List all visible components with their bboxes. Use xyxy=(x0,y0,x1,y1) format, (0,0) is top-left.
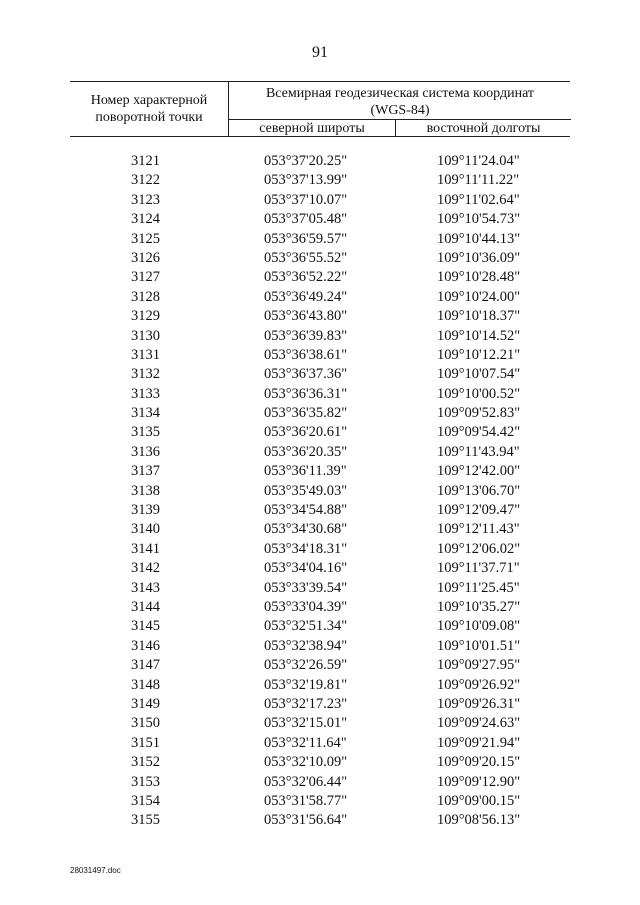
table-row xyxy=(0,482,640,501)
longitude-cell: 109°11'37.71" xyxy=(437,560,520,577)
point-number-cell: 3121 xyxy=(131,153,160,169)
latitude-cell: 053°37'20.25" xyxy=(264,153,348,169)
latitude-cell: 053°32'26.59" xyxy=(264,657,348,674)
table-row xyxy=(0,423,640,442)
latitude-cell: 053°31'56.64" xyxy=(264,812,348,829)
page-number: 91 xyxy=(312,44,328,61)
point-number-cell: 3139 xyxy=(131,502,160,519)
coordinate-system-title xyxy=(229,85,571,119)
point-number-cell: 3153 xyxy=(131,773,160,790)
longitude-cell: 109°12'06.02" xyxy=(437,540,521,557)
longitude-cell: 109°10'09.08" xyxy=(437,618,521,635)
longitude-cell: 109°10'00.52" xyxy=(437,385,521,402)
table-row xyxy=(0,152,640,171)
table-row xyxy=(0,443,640,462)
table-row xyxy=(0,462,640,481)
point-number-cell: 3131 xyxy=(131,346,160,363)
longitude-cell: 109°11'11.22" xyxy=(437,172,520,189)
latitude-cell: 053°35'49.03" xyxy=(264,482,348,499)
latitude-cell: 053°36'36.31" xyxy=(264,385,348,402)
table-row xyxy=(0,404,640,423)
table-row xyxy=(0,559,640,578)
table-row xyxy=(0,385,640,404)
point-number-cell: 3142 xyxy=(131,560,160,577)
point-number-cell: 3130 xyxy=(131,327,160,344)
table-row xyxy=(0,249,640,268)
point-number-cell: 3149 xyxy=(131,695,160,712)
point-number-header-line: поворотной точки xyxy=(95,110,203,125)
latitude-cell: 053°32'15.01" xyxy=(264,715,348,732)
point-number-cell: 3152 xyxy=(131,754,160,771)
longitude-cell: 109°10'54.73" xyxy=(437,211,521,228)
latitude-cell: 053°36'52.22" xyxy=(264,269,348,286)
point-number-cell: 3124 xyxy=(131,211,160,228)
latitude-cell: 053°36'55.52" xyxy=(264,249,348,266)
latitude-cell: 053°36'43.80" xyxy=(264,308,348,325)
table-row xyxy=(0,210,640,229)
latitude-cell: 053°36'49.24" xyxy=(264,288,348,305)
point-number-cell: 3150 xyxy=(131,715,160,732)
point-number-cell: 3144 xyxy=(131,598,160,615)
point-number-cell: 3133 xyxy=(131,385,160,402)
coordinates-table-body xyxy=(0,152,640,831)
latitude-cell: 053°32'38.94" xyxy=(264,637,348,654)
point-number-cell: 3151 xyxy=(131,734,160,751)
longitude-cell: 109°11'02.64" xyxy=(437,191,520,208)
latitude-cell: 053°37'05.48" xyxy=(264,211,348,228)
coordinate-system-title-line: Всемирная геодезическая система координат xyxy=(265,86,535,101)
point-number-header xyxy=(70,82,228,136)
longitude-cell: 109°11'24.04" xyxy=(437,153,520,169)
longitude-cell: 109°10'28.48" xyxy=(437,269,521,286)
table-row xyxy=(0,346,640,365)
point-number-cell: 3134 xyxy=(131,405,160,422)
table-row xyxy=(0,191,640,210)
latitude-cell: 053°32'11.64" xyxy=(264,734,347,751)
table-row xyxy=(0,365,640,384)
longitude-cell: 109°09'54.42" xyxy=(437,424,521,441)
table-row xyxy=(0,676,640,695)
point-number-cell: 3136 xyxy=(131,443,160,460)
table-row xyxy=(0,598,640,617)
table-row xyxy=(0,792,640,811)
longitude-cell: 109°09'21.94" xyxy=(437,734,521,751)
point-number-cell: 3138 xyxy=(131,482,160,499)
longitude-cell: 109°10'44.13" xyxy=(437,230,521,247)
point-number-cell: 3127 xyxy=(131,269,160,286)
longitude-cell: 109°10'24.00" xyxy=(437,288,521,305)
table-row xyxy=(0,714,640,733)
longitude-cell: 109°10'07.54" xyxy=(437,366,521,383)
longitude-cell: 109°10'01.51" xyxy=(437,637,521,654)
point-number-cell: 3147 xyxy=(131,657,160,674)
table-row xyxy=(0,288,640,307)
longitude-cell: 109°09'24.63" xyxy=(437,715,521,732)
table-row xyxy=(0,637,640,656)
point-number-cell: 3145 xyxy=(131,618,160,635)
longitude-cell: 109°10'12.21" xyxy=(437,346,521,363)
longitude-cell: 109°09'26.92" xyxy=(437,676,521,693)
coordinate-system-title-line: (WGS-84) xyxy=(370,103,430,118)
longitude-cell: 109°12'09.47" xyxy=(437,502,521,519)
table-row xyxy=(0,579,640,598)
table-row xyxy=(0,230,640,249)
point-number-cell: 3140 xyxy=(131,521,160,538)
table-row xyxy=(0,327,640,346)
table-row xyxy=(0,171,640,190)
latitude-cell: 053°33'04.39" xyxy=(264,598,348,615)
point-number-cell: 3123 xyxy=(131,191,160,208)
longitude-cell: 109°10'18.37" xyxy=(437,308,521,325)
longitude-cell: 109°09'26.31" xyxy=(437,695,521,712)
longitude-cell: 109°11'25.45" xyxy=(437,579,520,596)
latitude-cell: 053°34'04.16" xyxy=(264,560,348,577)
point-number-cell: 3154 xyxy=(131,792,160,809)
latitude-cell: 053°36'20.61" xyxy=(264,424,348,441)
point-number-cell: 3132 xyxy=(131,366,160,383)
point-number-cell: 3137 xyxy=(131,463,160,480)
longitude-cell: 109°12'42.00" xyxy=(437,463,521,480)
document-filename: 28031497.doc xyxy=(70,866,121,875)
latitude-cell: 053°32'17.23" xyxy=(264,695,348,712)
table-header xyxy=(70,81,570,137)
latitude-cell: 053°36'38.61" xyxy=(264,346,348,363)
table-row xyxy=(0,695,640,714)
latitude-cell: 053°34'30.68" xyxy=(264,521,348,538)
longitude-cell: 109°10'36.09" xyxy=(437,249,521,266)
point-number-cell: 3146 xyxy=(131,637,160,654)
latitude-cell: 053°37'10.07" xyxy=(264,191,348,208)
latitude-cell: 053°36'37.36" xyxy=(264,366,348,383)
point-number-header-line: Номер характерной xyxy=(90,93,208,108)
table-row xyxy=(0,540,640,559)
longitude-cell: 109°12'11.43" xyxy=(437,521,520,538)
longitude-cell: 109°09'20.15" xyxy=(437,754,521,771)
point-number-cell: 3155 xyxy=(131,812,160,829)
table-row xyxy=(0,753,640,772)
table-row xyxy=(0,268,640,287)
table-row xyxy=(0,811,640,830)
table-row xyxy=(0,520,640,539)
latitude-cell: 053°33'39.54" xyxy=(264,579,348,596)
point-number-cell: 3141 xyxy=(131,540,160,557)
longitude-cell: 109°08'56.13" xyxy=(437,812,521,829)
longitude-cell: 109°09'27.95" xyxy=(437,657,521,674)
longitude-cell: 109°10'35.27" xyxy=(437,598,521,615)
table-row xyxy=(0,734,640,753)
latitude-cell: 053°32'51.34" xyxy=(264,618,348,635)
coordinate-system-header xyxy=(228,82,571,136)
longitude-cell: 109°09'12.90" xyxy=(437,773,521,790)
point-number-cell: 3129 xyxy=(131,308,160,325)
latitude-cell: 053°36'35.82" xyxy=(264,405,348,422)
latitude-cell: 053°32'06.44" xyxy=(264,773,348,790)
longitude-cell: 109°09'00.15" xyxy=(437,792,521,809)
longitude-cell: 109°09'52.83" xyxy=(437,405,521,422)
longitude-cell: 109°13'06.70" xyxy=(437,482,521,499)
point-number-cell: 3143 xyxy=(131,579,160,596)
table-row xyxy=(0,307,640,326)
latitude-cell: 053°32'19.81" xyxy=(264,676,348,693)
point-number-cell: 3122 xyxy=(131,172,160,189)
latitude-cell: 053°31'58.77" xyxy=(264,792,348,809)
table-row xyxy=(0,656,640,675)
point-number-cell: 3148 xyxy=(131,676,160,693)
latitude-cell: 053°36'11.39" xyxy=(264,463,347,480)
latitude-cell: 053°37'13.99" xyxy=(264,172,348,189)
table-row xyxy=(0,773,640,792)
longitude-cell: 109°10'14.52" xyxy=(437,327,521,344)
latitude-cell: 053°36'59.57" xyxy=(264,230,348,247)
latitude-cell: 053°32'10.09" xyxy=(264,754,348,771)
latitude-header: северной широты xyxy=(229,119,396,137)
point-number-cell: 3128 xyxy=(131,288,160,305)
point-number-cell: 3135 xyxy=(131,424,160,441)
longitude-header: восточной долготы xyxy=(396,119,571,137)
latitude-cell: 053°36'20.35" xyxy=(264,443,348,460)
point-number-cell: 3126 xyxy=(131,249,160,266)
point-number-cell: 3125 xyxy=(131,230,160,247)
table-row xyxy=(0,617,640,636)
latitude-cell: 053°34'18.31" xyxy=(264,540,348,557)
latitude-cell: 053°36'39.83" xyxy=(264,327,348,344)
latitude-cell: 053°34'54.88" xyxy=(264,502,348,519)
longitude-cell: 109°11'43.94" xyxy=(437,443,520,460)
table-row xyxy=(0,501,640,520)
